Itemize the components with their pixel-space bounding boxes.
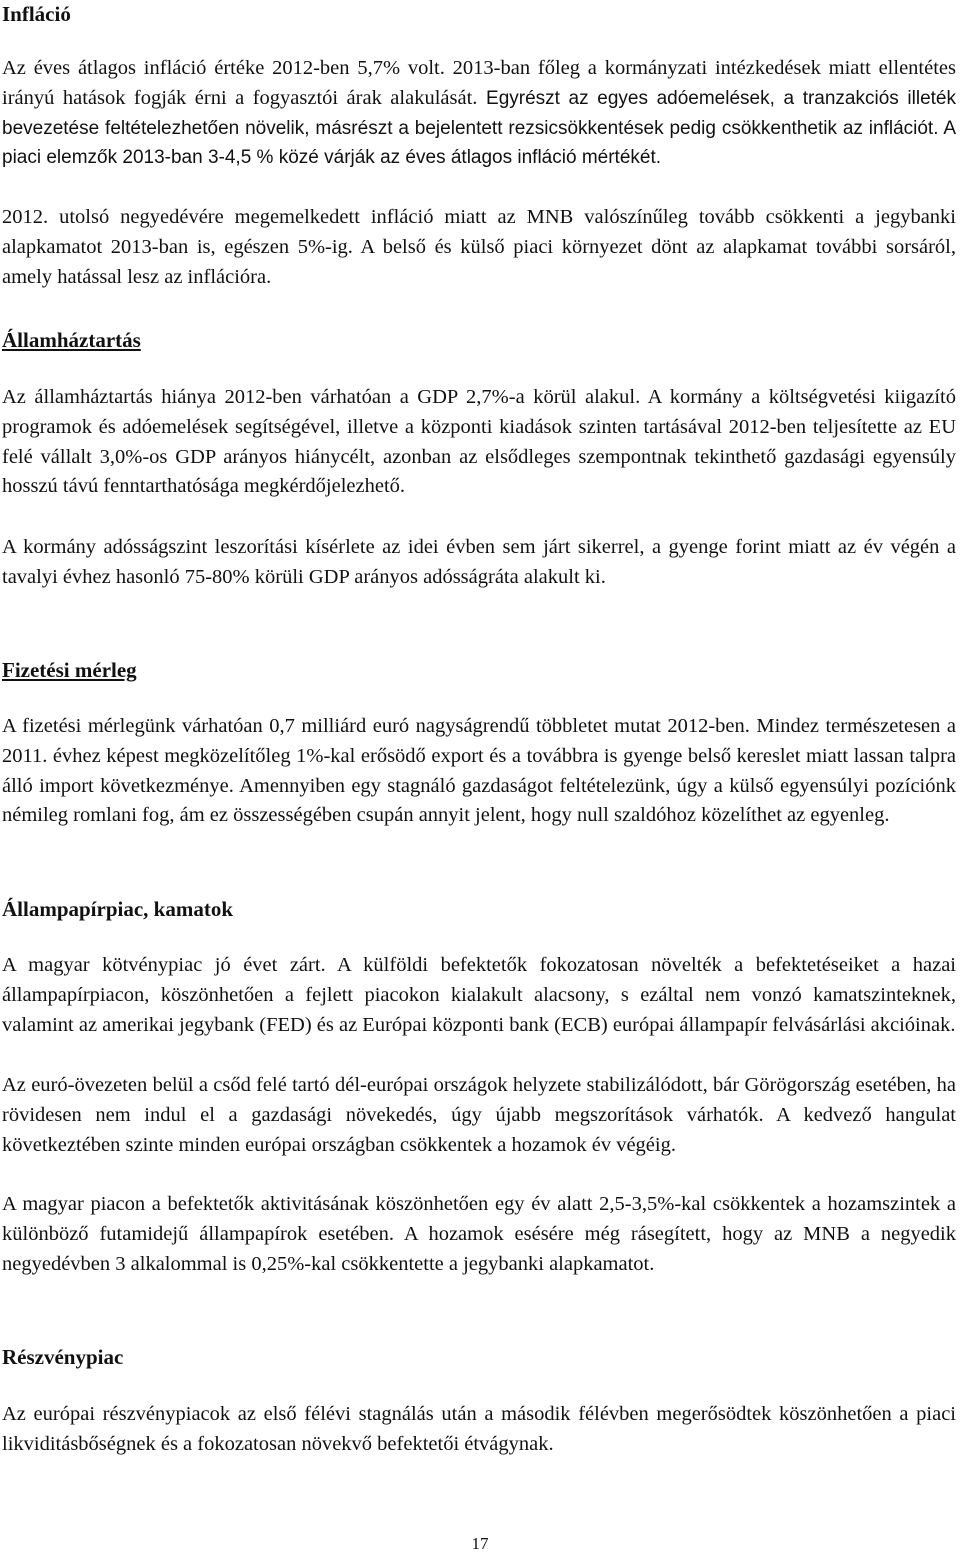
- paragraph-allamhaztartas-1: Az államháztartás hiánya 2012-ben várhatóan a GDP 2,7%-a körül alakul. A kormány a költségvetési kiigazító programok és adóemelések segítségével, illetve a központi kiadások szinten tartásával 2012-ben teljesítette az EU felé vállalt 3,0%-os GDP arányos hiánycélt, azonban az elsődleges szempontnak tekinthető gazdasági egyensúly hosszú távú fenntarthatósága megkérdőjelezhető.: [2, 386, 956, 498]
- paragraph-allamhaztartas-2: A kormány adósságszint leszorítási kísérlete az idei évben sem járt sikerrel, a gyenge forint miatt az év végén a tavalyi évhez hasonló 75-80% körüli GDP arányos adósságráta alakult ki.: [2, 536, 956, 588]
- heading-fizetesi-merleg: Fizetési mérleg: [2, 658, 137, 682]
- paragraph-inflacio-2: 2012. utolsó negyedévére megemelkedett infláció miatt az MNB valószínűleg tovább csökkenti a jegybanki alapkamatot 2013-ban is, egészen 5%-ig. A belső és külső piaci környezet dönt az alapkamat további sorsáról, amely hatással lesz az inflációra.: [2, 206, 956, 288]
- paragraph-text: Az éves átlagos infláció értéke 2012-ben 5,7% volt. 2013-ban főleg a kormányzati intézkedések miatt ellentétes irányú hatások fogják érni a fogyasztói árak alakulását.: [2, 57, 956, 109]
- paragraph-allampapirpiac-1: A magyar kötvénypiac jó évet zárt. A külföldi befektetők fokozatosan növelték a befektetéseiket a hazai állampapírpiacon, köszönhetően a fejlett piacokon kialakult alacsony, s ezáltal nem vonzó kamatszinteknek, valamint az amerikai jegybank (FED) és az Európai központi bank (ECB) európai állampapír felvásárlási akcióinak.: [2, 954, 956, 1036]
- paragraph-allampapirpiac-3: A magyar piacon a befektetők aktivitásának köszönhetően egy év alatt 2,5-3,5%-kal csökkentek a hozamszintek a különböző futamidejű állampapírok esetében. A hozamok esésére még rásegített, hogy az MNB a negyedik negyedévben 3 alkalommal is 0,25%-kal csökkentette a jegybanki alapkamatot.: [2, 1193, 956, 1275]
- paragraph-fizetesi-merleg-1: A fizetési mérlegünk várhatóan 0,7 milliárd euró nagyságrendű többletet mutat 2012-ben. Mindez természetesen a 2011. évhez képest megközelítőleg 1%-kal erősödő export és a továbbra is gyenge belső kereslet miatt lassan talpra álló import következménye. Amennyiben egy stagnáló gazdaságot feltételezünk, úgy a külső egyensúlyi pozíciónk némileg romlani fog, ám ez összességében csupán annyit jelent, hogy null szaldóhoz közelíthet az egyenleg.: [2, 715, 956, 827]
- paragraph-text-sans: Egyrészt az egyes adóemelések, a tranzakciós illeték bevezetése feltételezhetően növelik, másrészt a bejelentett rezsicsökkentések pedig csökkenthetik az inflációt. A piaci elemzők 2013-ban 3-4,5 % közé várják az éves átlagos infláció mértékét.: [2, 87, 956, 169]
- heading-reszvenypiac: Részvénypiac: [2, 1345, 124, 1369]
- paragraph-reszvenypiac-1: Az európai részvénypiacok az első félévi stagnálás után a második félévben megerősödtek köszönhetően a piaci likviditásbőségnek és a fokozatosan növekvő befektetői étvágynak.: [2, 1403, 956, 1455]
- page-number: 17: [471, 1534, 489, 1553]
- paragraph-inflacio-1: [2, 54, 956, 173]
- heading-inflacio: Infláció: [2, 2, 71, 26]
- paragraph-allampapirpiac-2: Az euró-övezeten belül a csőd felé tartó dél-európai országok helyzete stabilizálódott, bár Görögország esetében, ha rövidesen nem indul el a gazdasági növekedés, úgy újabb megszorítások várhatók. A kedvező hangulat következtében szinte minden európai országban csökkentek a hozamok év végéig.: [2, 1074, 956, 1156]
- heading-allamhaztartas: Államháztartás: [2, 328, 141, 352]
- heading-allampapirpiac: Állampapírpiac, kamatok: [2, 897, 234, 921]
